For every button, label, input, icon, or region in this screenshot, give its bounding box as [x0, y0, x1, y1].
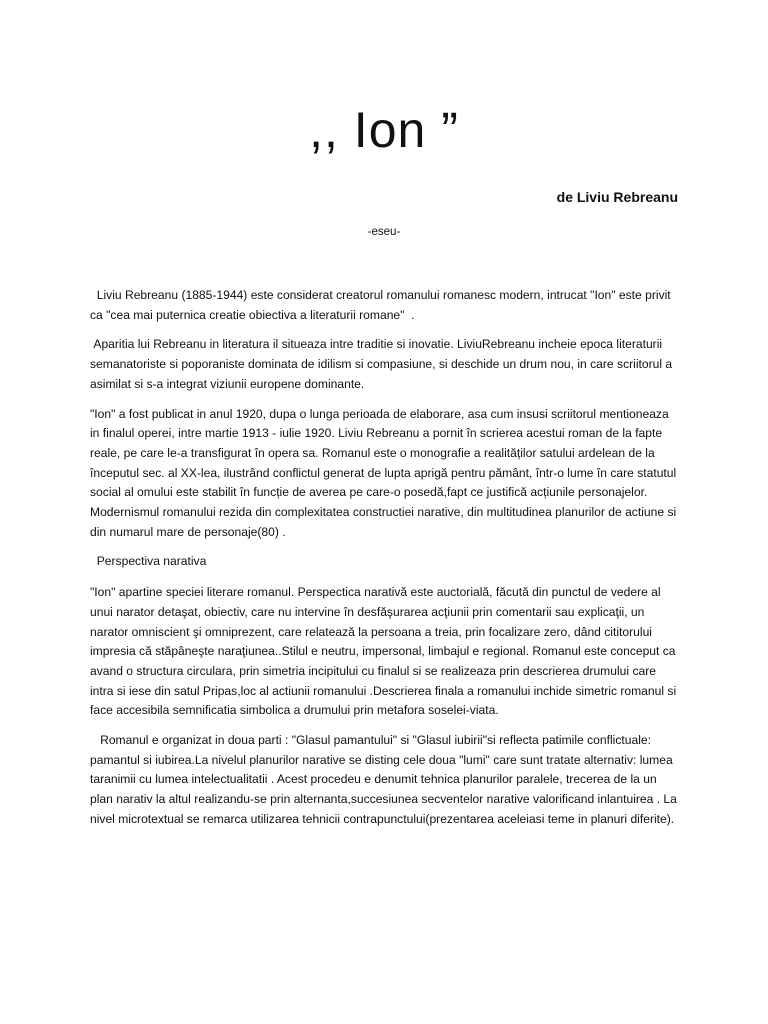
- document-genre: -eseu-: [367, 226, 401, 238]
- document-author: de Liviu Rebreanu: [556, 189, 678, 205]
- document-title: ,, Ion ”: [309, 102, 459, 158]
- paragraph-structura: Romanul e organizat in doua parti : "Glasul pamantului" si "Glasul iubirii"si reflecta patimile conflictuale: pamantul si iubirea.La nivelul planurilor narative se disting cele doua "lumi" care sunt tratate alternativ: lumea taranimii cu lumea intelectualitatii . Acest procedeu e denumit tehnica planurilor paralele, trecerea de la un plan narativ la altul realizandu-se prin alternanta,succesiunea secventelor narative valorificand inlantuirea . La nivel microtextual se remarca utilizarea tehnicii contrapunctului(prezentarea aceleiasi teme in planuri diferite).: [90, 733, 681, 826]
- document-body: [90, 286, 680, 840]
- paragraph-publication: "Ion" a fost publicat in anul 1920, dupa o lunga perioada de elaborare, asa cum insusi scriitorul mentioneaza in finalul operei, intre martie 1913 - iulie 1920. Liviu Rebreanu a pornit în scrierea acestui roman de la fapte reale, pe care le-a transfigurat în opera sa. Romanul este o monografie a realităților satului ardelean de la începutul sec. al XX-lea, ilustrând conflictul generat de lupta aprigă pentru pământ, într-o lume în care statutul social al omului este stabilit în funcție de averea pe care-o posedă,fapt ce justifică acțiunile personajelor. Modernismul romanului rezida din complexitatea constructiei narative, din multitudinea planurilor de actiune si din numarul mare de personaje(80) .: [90, 406, 677, 539]
- paragraph-context: Aparitia lui Rebreanu in literatura il situeaza intre traditie si inovatie. LiviuRebreanu incheie epoca literaturii semanatoriste si poporaniste dominata de idilism si compasiune, si deschide un drum nou, in care scriitorul a asimilat si s-a integrat viziunii europene dominante.: [90, 337, 676, 391]
- section-heading-perspectiva: Perspectiva narativa: [90, 554, 207, 569]
- paragraph-perspectiva: "Ion" apartine speciei literare romanul. Perspectica narativă este auctorială, făcută din punctul de vedere al unui narator detaşat, obiectiv, care nu intervine în desfăşurarea acţiunii prin comentarii sau explicaţii, un narator omniscient şi omniprezent, care relatează la persoana a treia, prin focalizare zero, dând cititorului impresia că stăpâneşte naraţiunea..Stilul e neutru, impersonal, limbajul e regional. Romanul este conceput ca avand o structura circulara, prin simetria incipitului cu finalul si se realizeaza prin descrierea drumului care intra si iese din satul Pripas,loc al actiunii romanului .Descrierea finala a romanului inchide simetric romanul si face accesibila semnificatia simbolica a drumului prin metafora soselei-viata.: [90, 585, 677, 718]
- paragraph-intro: Liviu Rebreanu (1885-1944) este considerat creatorul romanului romanesc modern, intrucat "Ion" este privit ca "cea mai puternica creatie obiectiva a literaturii romane" .: [90, 288, 675, 322]
